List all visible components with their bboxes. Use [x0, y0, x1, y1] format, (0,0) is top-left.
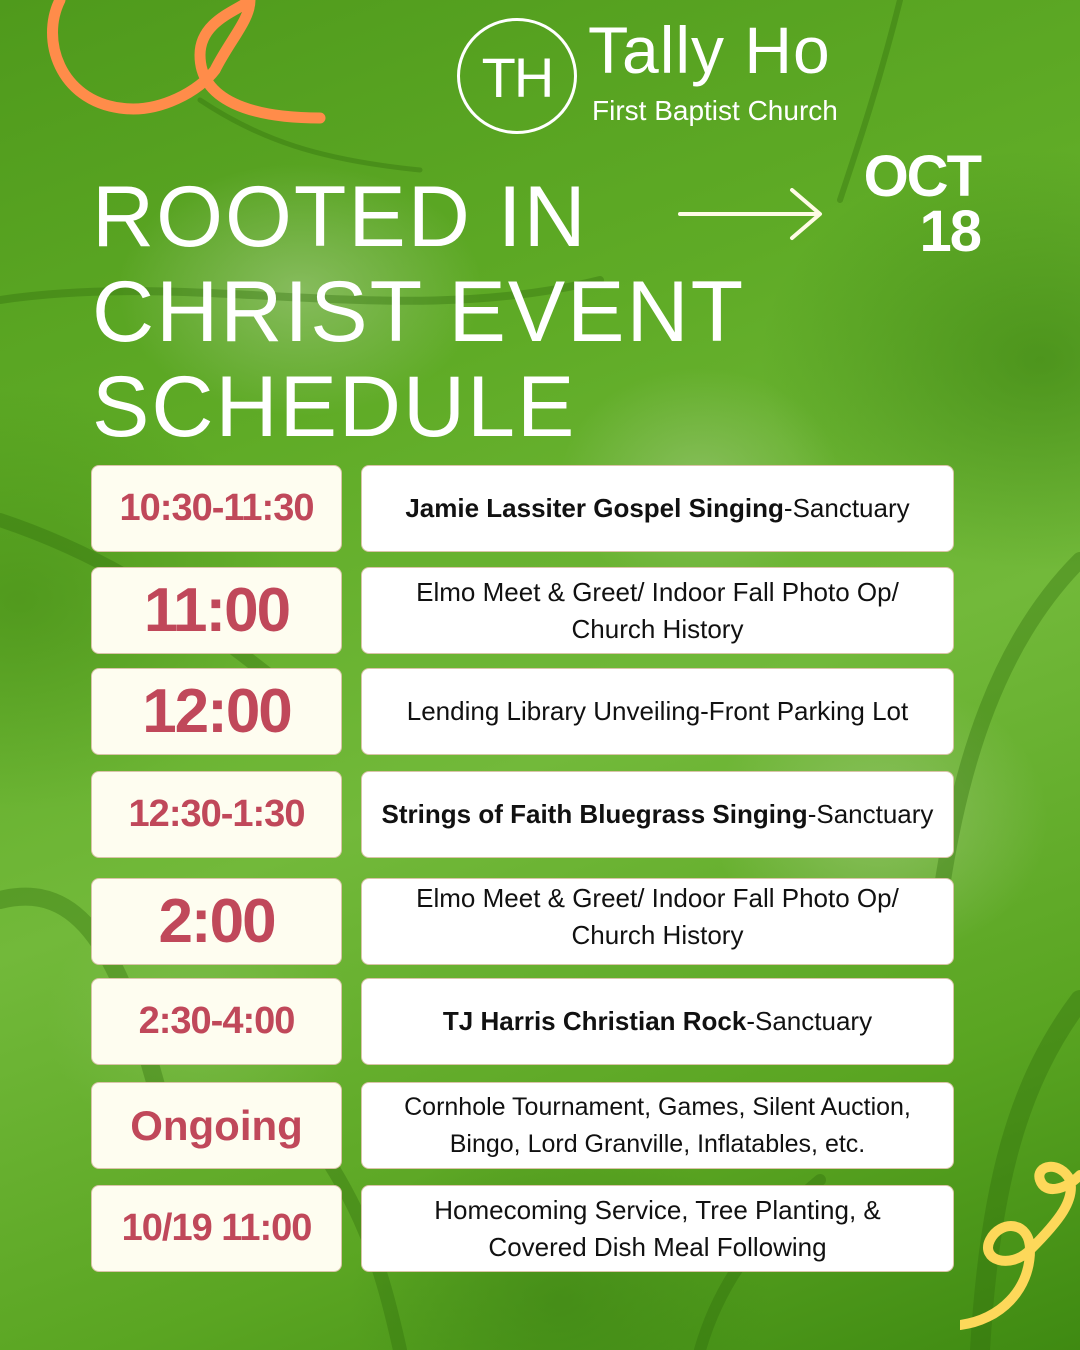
- event-line-1: Elmo Meet & Greet/ Indoor Fall Photo Op/: [416, 882, 899, 913]
- event-cell: [361, 1082, 954, 1169]
- event-date: [840, 144, 980, 264]
- schedule-row: [91, 465, 954, 552]
- time-cell: 10/19 11:00: [91, 1185, 342, 1272]
- schedule-row: [91, 978, 954, 1065]
- schedule-row: [91, 567, 954, 654]
- logo-monogram: TH: [481, 45, 553, 109]
- time-cell: 2:30-4:00: [91, 978, 342, 1065]
- event-cell: [361, 978, 954, 1065]
- event-line-2: Church History: [571, 919, 744, 950]
- schedule-row: [91, 1082, 954, 1169]
- schedule-row: [91, 668, 954, 755]
- event-cell: [361, 1185, 954, 1272]
- event-cell: [361, 567, 954, 654]
- schedule-row: [91, 771, 954, 858]
- title-line-1: ROOTED IN: [92, 169, 588, 265]
- arrow-right-icon: [678, 188, 828, 248]
- title-line-3: SCHEDULE: [92, 359, 577, 455]
- time-cell: 11:00: [91, 567, 342, 654]
- logo-circle: [457, 18, 577, 134]
- church-name: Tally Ho: [588, 13, 831, 87]
- event-location: -Sanctuary: [807, 799, 934, 829]
- title-line-2: CHRIST EVENT: [92, 264, 746, 360]
- event-cell: [361, 771, 954, 858]
- event-title: Strings of Faith Bluegrass Singing: [381, 799, 808, 829]
- time-cell: 10:30-11:30: [91, 465, 342, 552]
- schedule-row: [91, 1185, 954, 1272]
- date-day: 18: [919, 199, 980, 264]
- event-location: -Sanctuary: [783, 493, 910, 523]
- event-line-1: Cornhole Tournament, Games, Silent Auction,: [404, 1092, 911, 1121]
- church-logo: [457, 18, 577, 134]
- event-location: -Sanctuary: [746, 1006, 873, 1036]
- event-title: TJ Harris Christian Rock: [442, 1006, 747, 1036]
- time-cell: 12:00: [91, 668, 342, 755]
- page-title: [92, 170, 745, 455]
- time-cell: 12:30-1:30: [91, 771, 342, 858]
- event-line-2: Bingo, Lord Granville, Inflatables, etc.: [449, 1129, 866, 1158]
- event-line-1: Lending Library Unveiling-Front Parking Lot: [406, 696, 909, 726]
- event-cell: [361, 465, 954, 552]
- event-cell: [361, 668, 954, 755]
- time-cell: Ongoing: [91, 1082, 342, 1169]
- event-line-2: Covered Dish Meal Following: [488, 1231, 827, 1262]
- schedule-row: [91, 878, 954, 965]
- event-title: Jamie Lassiter Gospel Singing: [405, 493, 784, 523]
- event-line-1: Homecoming Service, Tree Planting, &: [434, 1194, 881, 1225]
- orange-squiggle-decoration: [0, 0, 340, 140]
- event-cell: [361, 878, 954, 965]
- event-line-1: Elmo Meet & Greet/ Indoor Fall Photo Op/: [416, 576, 899, 607]
- time-cell: 2:00: [91, 878, 342, 965]
- date-month: OCT: [863, 144, 980, 209]
- yellow-squiggle-decoration: [960, 1140, 1080, 1340]
- church-subtitle: First Baptist Church: [592, 95, 838, 126]
- event-line-2: Church History: [571, 613, 744, 644]
